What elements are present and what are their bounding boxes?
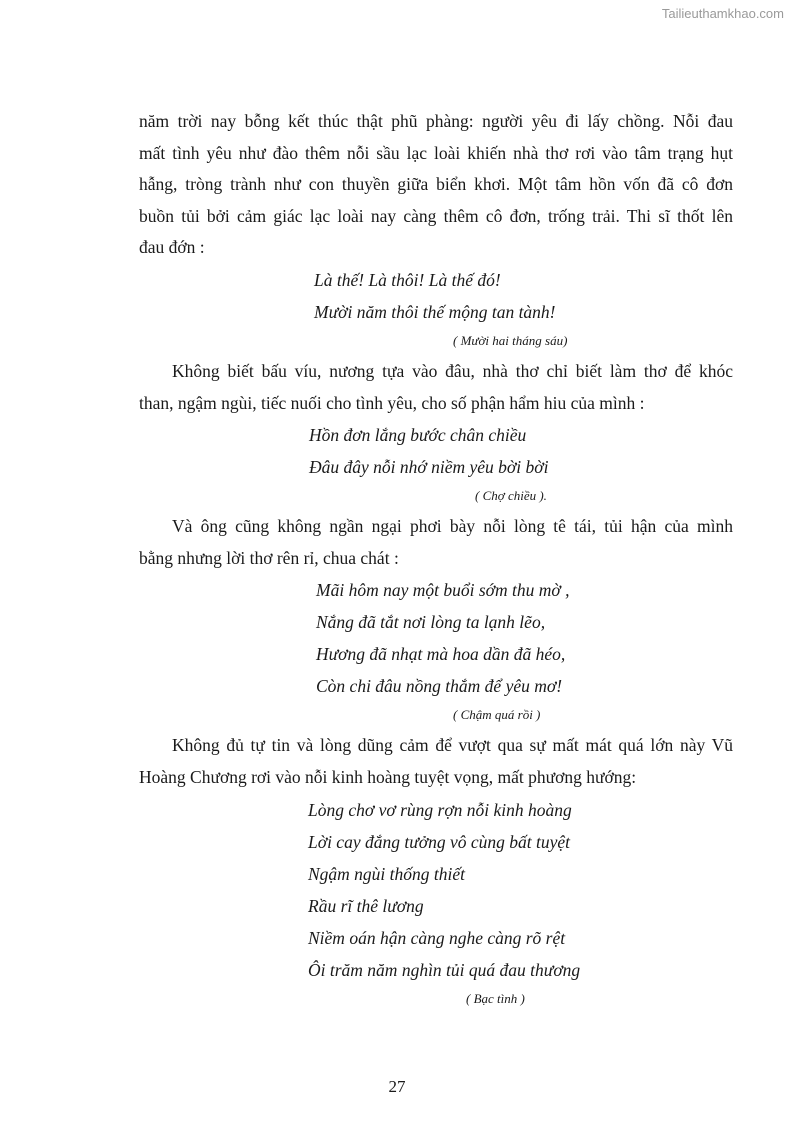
text-line: Hoàng Chương rơi vào nỗi kinh hoàng tuyệt vọng, mất phương hướng: xyxy=(139,766,637,787)
poem-verse: Hồn đơn lắng bước chân chiều xyxy=(309,425,527,446)
text-line: than, ngậm ngùi, tiếc nuối cho tình yêu, cho số phận hẩm hiu của mình : xyxy=(139,392,645,413)
poem-verse: Là thế! Là thôi! Là thế đó! xyxy=(314,269,501,290)
poem-verse: Nắng đã tắt nơi lòng ta lạnh lẽo, xyxy=(316,612,546,633)
poem-source-4: ( Bạc tình ) xyxy=(466,990,525,1006)
text-line: đau đớn : xyxy=(139,237,205,258)
poem-source-1: ( Mười hai tháng sáu) xyxy=(453,332,568,348)
text-line: Không đủ tự tin và lòng dũng cảm để vượt qua sự mất mát quá lớn này Vũ xyxy=(172,735,733,756)
page-number: 27 xyxy=(388,1077,406,1096)
poem-verse: Lời cay đắng tưởng vô cùng bất tuyệt xyxy=(308,831,570,852)
poem-excerpt-1 xyxy=(314,264,733,328)
poem-verse: Niềm oán hận càng nghe càng rõ rệt xyxy=(308,927,566,948)
text-line: mất tình yêu như đào thêm nỗi sầu lạc loài khiến nhà thơ rơi vào tâm trạng hụt xyxy=(139,142,733,163)
paragraph-2 xyxy=(139,356,733,419)
paragraph-4 xyxy=(139,730,733,793)
poem-verse: Lòng chơ vơ rùng rợn nỗi kinh hoàng xyxy=(308,799,572,820)
text-line: bằng nhưng lời thơ rên rỉ, chua chát : xyxy=(139,547,399,568)
poem-verse: Đâu đây nỗi nhớ niềm yêu bời bời xyxy=(309,457,549,478)
text-line: năm trời nay bỗng kết thúc thật phũ phàng: người yêu đi lấy chồng. Nỗi đau xyxy=(139,111,733,131)
watermark: Tailieuthamkhao.com xyxy=(661,6,784,21)
text-line: Không biết bấu víu, nương tựa vào đâu, nhà thơ chỉ biết làm thơ để khóc xyxy=(172,360,733,381)
text-line: Và ông cũng không ngần ngại phơi bày nỗi lòng tê tái, tủi hận của mình xyxy=(172,516,733,537)
text-line: hẫng, tròng trành như con thuyền giữa biển khơi. Một tâm hồn vốn đã cô đơn xyxy=(139,174,733,195)
poem-excerpt-3 xyxy=(316,574,733,702)
poem-verse: Mười năm thôi thế mộng tan tành! xyxy=(314,301,556,322)
paragraph-1 xyxy=(139,106,733,264)
poem-excerpt-4 xyxy=(308,794,733,986)
poem-excerpt-2 xyxy=(309,419,733,483)
text-line: buồn tủi bởi cảm giác lạc loài nay càng thêm cô đơn, trống trải. Thi sĩ thốt lên xyxy=(139,205,733,226)
poem-source-2: ( Chợ chiều ). xyxy=(475,488,547,504)
poem-verse: Rầu rĩ thê lương xyxy=(308,895,424,916)
page-body xyxy=(139,106,733,1014)
poem-verse: Còn chi đâu nồng thắm để yêu mơ! xyxy=(316,676,563,697)
poem-source-3: ( Chậm quá rồi ) xyxy=(453,707,541,723)
poem-verse: Mãi hôm nay một buổi sớm thu mờ , xyxy=(316,580,570,601)
poem-verse: Ôi trăm năm nghìn tủi quá đau thương xyxy=(308,959,581,980)
paragraph-3 xyxy=(139,511,733,574)
poem-verse: Hương đã nhạt mà hoa dần đã héo, xyxy=(316,644,566,665)
poem-verse: Ngậm ngùi thống thiết xyxy=(308,863,466,884)
